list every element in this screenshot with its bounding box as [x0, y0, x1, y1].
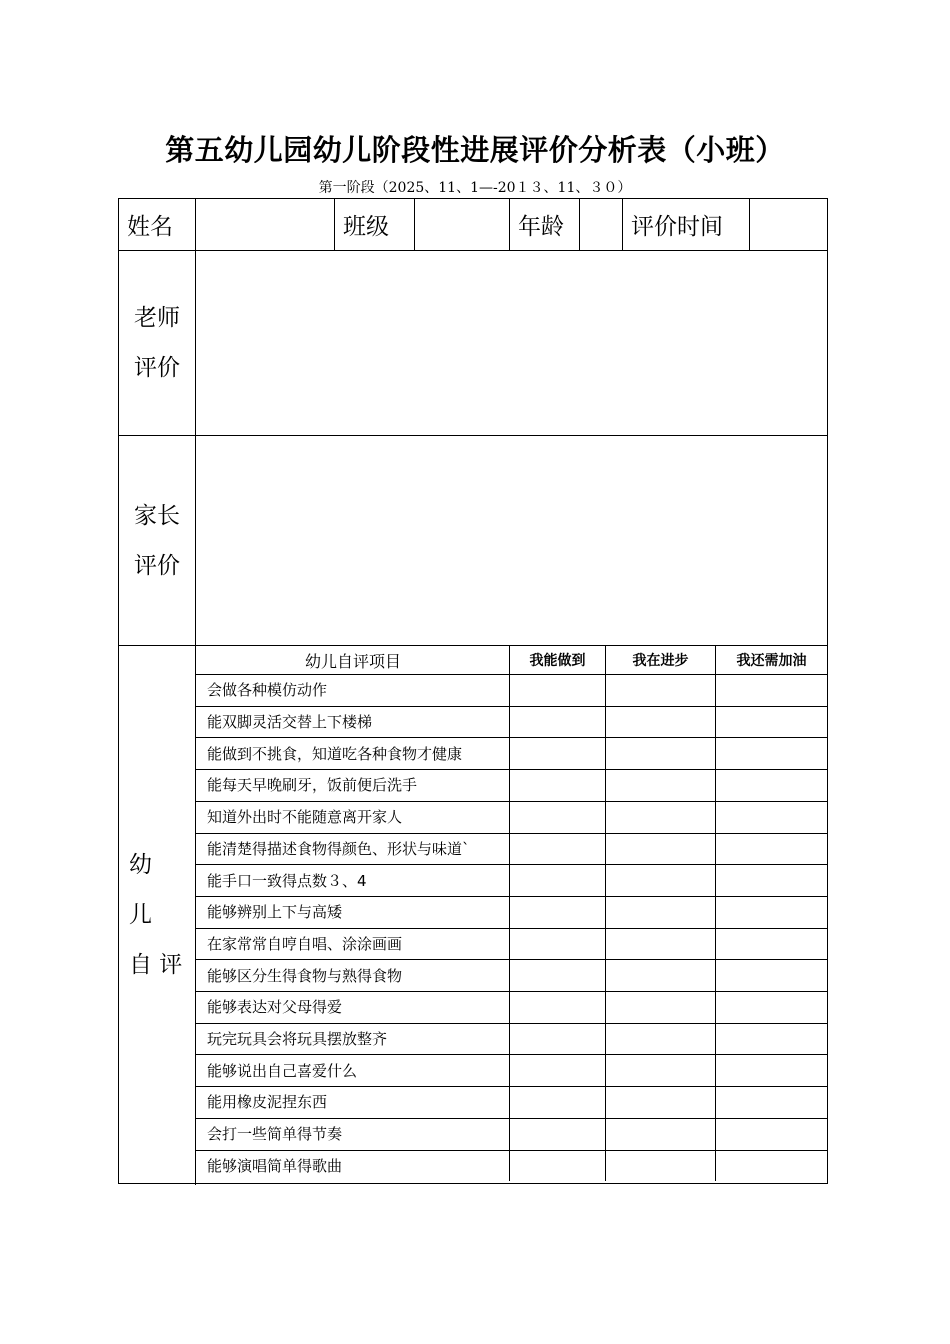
- parent-eval-label-line1: 家长: [134, 503, 180, 529]
- can-do-checkbox[interactable]: [510, 896, 605, 928]
- self-eval-item: 能做到不挑食，知道吃各种食物才健康: [207, 744, 463, 763]
- can-do-checkbox[interactable]: [510, 1150, 605, 1182]
- can-do-checkbox[interactable]: [510, 928, 605, 960]
- teacher-eval-label: [119, 293, 195, 393]
- self-eval-item: 能够辨别上下与高矮: [207, 903, 343, 922]
- needs-effort-checkbox[interactable]: [716, 959, 827, 991]
- needs-effort-checkbox[interactable]: [716, 896, 827, 928]
- name-label: 姓名: [127, 214, 173, 240]
- self-eval-rating-header: 我能做到: [529, 653, 586, 669]
- name-field[interactable]: [196, 199, 334, 250]
- age-label: 年龄: [518, 214, 564, 240]
- eval-time-field[interactable]: [750, 199, 827, 250]
- self-eval-item: 能用橡皮泥捏东西: [207, 1093, 328, 1112]
- can-do-checkbox[interactable]: [510, 769, 605, 801]
- teacher-eval-label-line2: 评价: [134, 355, 180, 381]
- needs-effort-checkbox[interactable]: [716, 1086, 827, 1118]
- can-do-checkbox[interactable]: [510, 959, 605, 991]
- self-eval-item: 能双脚灵活交替上下楼梯: [207, 713, 373, 732]
- improving-checkbox[interactable]: [606, 1086, 715, 1118]
- self-eval-item: 能够说出自己喜爱什么: [207, 1061, 358, 1080]
- improving-checkbox[interactable]: [606, 991, 715, 1023]
- can-do-checkbox[interactable]: [510, 1023, 605, 1055]
- can-do-checkbox[interactable]: [510, 737, 605, 769]
- can-do-checkbox[interactable]: [510, 833, 605, 865]
- improving-checkbox[interactable]: [606, 769, 715, 801]
- needs-effort-checkbox[interactable]: [716, 928, 827, 960]
- self-eval-rating-header: 我还需加油: [736, 653, 807, 669]
- teacher-eval-area[interactable]: [196, 251, 827, 435]
- improving-checkbox[interactable]: [606, 1054, 715, 1086]
- self-eval-item: 会做各种模仿动作: [207, 681, 328, 700]
- needs-effort-checkbox[interactable]: [716, 1150, 827, 1182]
- improving-checkbox[interactable]: [606, 833, 715, 865]
- class-field[interactable]: [415, 199, 509, 250]
- self-eval-item-header: 幼儿自评项目: [304, 651, 401, 671]
- improving-checkbox[interactable]: [606, 959, 715, 991]
- improving-checkbox[interactable]: [606, 928, 715, 960]
- improving-checkbox[interactable]: [606, 706, 715, 738]
- child-eval-label-line2: 儿: [129, 902, 152, 928]
- needs-effort-checkbox[interactable]: [716, 864, 827, 896]
- improving-checkbox[interactable]: [606, 737, 715, 769]
- improving-checkbox[interactable]: [606, 1118, 715, 1150]
- improving-checkbox[interactable]: [606, 801, 715, 833]
- self-eval-item: 玩完玩具会将玩具摆放整齐: [207, 1030, 388, 1049]
- evaluation-form: [118, 198, 828, 1184]
- needs-effort-checkbox[interactable]: [716, 1054, 827, 1086]
- class-label: 班级: [343, 214, 389, 240]
- eval-time-label: 评价时间: [631, 214, 723, 240]
- child-eval-label-line1: 幼: [129, 852, 152, 878]
- self-eval-item: 能够表达对父母得爱: [207, 998, 343, 1017]
- can-do-checkbox[interactable]: [510, 706, 605, 738]
- needs-effort-checkbox[interactable]: [716, 991, 827, 1023]
- stage-period: 第一阶段（2025、11、1—-20１３、11、３０）: [318, 180, 632, 196]
- parent-eval-label: [119, 491, 195, 591]
- self-eval-rating-header: 我在进步: [632, 653, 689, 669]
- self-eval-item: 能够区分生得食物与熟得食物: [207, 966, 403, 985]
- self-eval-item: 会打一些简单得节奏: [207, 1125, 343, 1144]
- improving-checkbox[interactable]: [606, 1023, 715, 1055]
- child-self-eval-label: [119, 840, 195, 990]
- self-eval-item: 能手口一致得点数３、4: [207, 871, 367, 890]
- needs-effort-checkbox[interactable]: [716, 769, 827, 801]
- can-do-checkbox[interactable]: [510, 1118, 605, 1150]
- needs-effort-checkbox[interactable]: [716, 674, 827, 706]
- needs-effort-checkbox[interactable]: [716, 801, 827, 833]
- can-do-checkbox[interactable]: [510, 1086, 605, 1118]
- self-eval-item: 能每天早晚刷牙，饭前便后洗手: [207, 776, 418, 795]
- teacher-eval-label-line1: 老师: [134, 305, 180, 331]
- needs-effort-checkbox[interactable]: [716, 833, 827, 865]
- parent-eval-label-line2: 评价: [134, 553, 180, 579]
- needs-effort-checkbox[interactable]: [716, 1023, 827, 1055]
- self-eval-item: 能够演唱简单得歌曲: [207, 1156, 343, 1175]
- improving-checkbox[interactable]: [606, 864, 715, 896]
- improving-checkbox[interactable]: [606, 674, 715, 706]
- parent-eval-area[interactable]: [196, 436, 827, 645]
- can-do-checkbox[interactable]: [510, 674, 605, 706]
- needs-effort-checkbox[interactable]: [716, 1118, 827, 1150]
- self-eval-item: 能清楚得描述食物得颜色、形状与味道`: [207, 839, 470, 858]
- improving-checkbox[interactable]: [606, 1150, 715, 1182]
- age-field[interactable]: [580, 199, 622, 250]
- can-do-checkbox[interactable]: [510, 991, 605, 1023]
- needs-effort-checkbox[interactable]: [716, 737, 827, 769]
- child-eval-label-line3: 自 评: [129, 952, 183, 978]
- can-do-checkbox[interactable]: [510, 864, 605, 896]
- self-eval-item: 在家常常自哼自唱、涂涂画画: [207, 934, 403, 953]
- needs-effort-checkbox[interactable]: [716, 706, 827, 738]
- page-title: 第五幼儿园幼儿阶段性进展评价分析表（小班）: [165, 133, 785, 167]
- can-do-checkbox[interactable]: [510, 1054, 605, 1086]
- can-do-checkbox[interactable]: [510, 801, 605, 833]
- self-eval-item: 知道外出时不能随意离开家人: [207, 808, 403, 827]
- improving-checkbox[interactable]: [606, 896, 715, 928]
